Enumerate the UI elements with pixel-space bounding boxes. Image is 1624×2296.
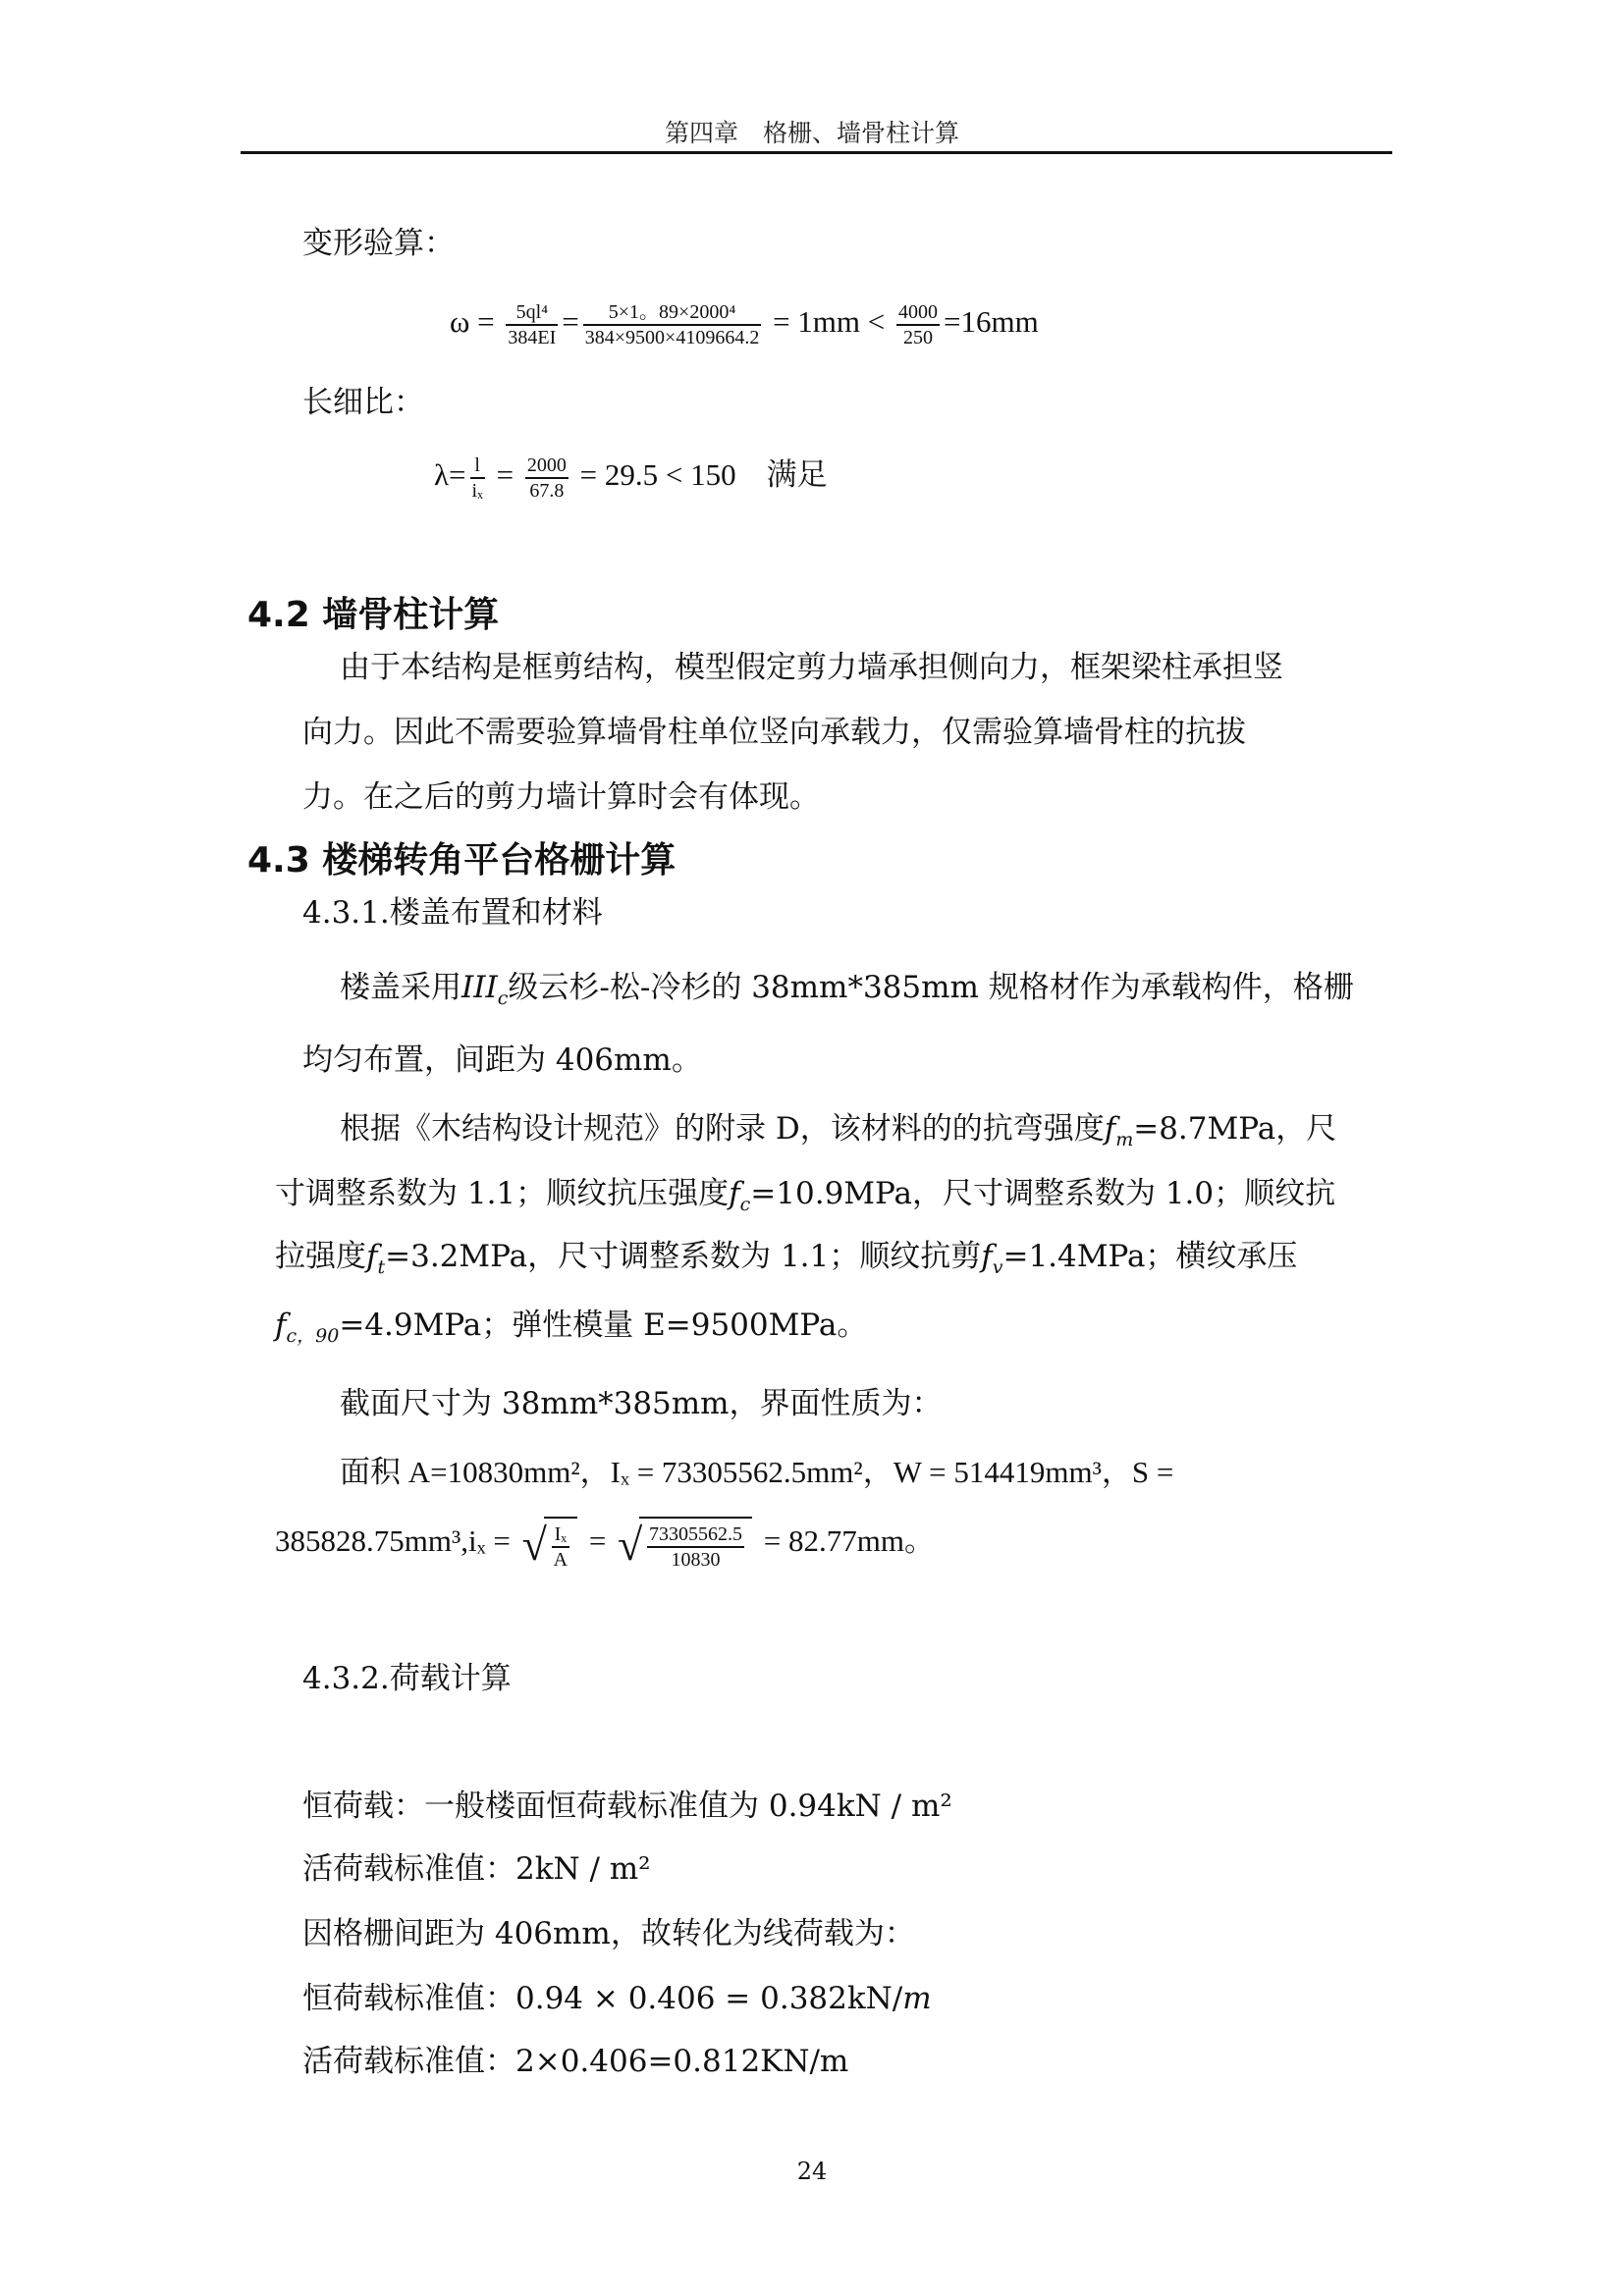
symbol-sub: c，90: [286, 1325, 340, 1348]
frac-den: iₓ: [471, 479, 483, 502]
frac-substituted: [583, 300, 762, 349]
symbol-sub: c: [739, 1194, 751, 1216]
text: =4.9MPa；弹性模量 E=9500MPa。: [339, 1308, 868, 1343]
symbol-sub: v: [992, 1256, 1003, 1279]
text: 寸调整系数为 1.1；顺纹抗压强度: [275, 1176, 730, 1211]
unit-m: m: [902, 1981, 932, 2016]
sqrt-ix-over-a: [522, 1517, 577, 1572]
dead-load: 恒荷载：一般楼面恒荷载标准值为 0.94kN / m²: [302, 1789, 952, 1824]
heading-4-2: 4.2 墙骨柱计算: [247, 595, 500, 635]
text: 拉强度: [275, 1239, 366, 1274]
text: 根据《木结构设计规范》的附录 D，该材料的的抗弯强度: [340, 1111, 1105, 1147]
lambda-lhs: λ=: [434, 457, 466, 492]
lambda-equation: [434, 450, 828, 503]
live-load: 活荷载标准值：2kN / m²: [302, 1851, 651, 1887]
equals: =: [588, 1523, 607, 1558]
frac-den: 250: [903, 327, 934, 348]
symbol-f: f: [729, 1176, 740, 1211]
frac-limit: [896, 300, 940, 349]
live-line-load: 活荷载标准值：2×0.406=0.812KN/m: [302, 2044, 849, 2079]
text: = 82.77mm。: [763, 1523, 936, 1558]
sqrt-body: [639, 1517, 752, 1572]
lambda-rhs: = 29.5 < 150 满足: [579, 457, 828, 492]
omega-equation: ω = $\frac{\text{5ql⁴}}{384EI}$ = $\frac{\text{5×1。89×2000⁴}}{384\times 9500\times 4109664.2}$ = 1mm < $\frac{4000}{250}$ =16mm: [450, 301, 1039, 348]
sqrt-numeric: [618, 1517, 752, 1572]
paragraph-material-line-2: [275, 1172, 1335, 1226]
paragraph-4-2-line-1: 由于本结构是框剪结构，模型假定剪力墙承担侧向力，框架梁柱承担竖: [340, 650, 1283, 685]
subheading-4-3-1: 4.3.1.楼盖布置和材料: [302, 895, 603, 931]
deform-label: 变形验算：: [302, 226, 455, 261]
frac-2000-over-67: [525, 454, 568, 503]
symbol-f: f: [366, 1239, 378, 1274]
omega-rhs: =16mm: [944, 304, 1039, 340]
grade-symbol: III: [461, 970, 498, 1005]
section-props-line-2: [275, 1516, 935, 1572]
text: 385828.75mm³,iₓ =: [275, 1523, 511, 1558]
frac-5ql4: [506, 300, 558, 349]
text: =1.4MPa；横纹承压: [1002, 1239, 1298, 1274]
paragraph-floor-line-1: [340, 966, 1354, 1020]
frac-num: 2000: [525, 454, 568, 479]
symbol-sub: m: [1115, 1129, 1134, 1151]
slenderness-label: 长细比：: [302, 385, 424, 420]
grade-subscript: c: [497, 988, 509, 1010]
frac-num: 4000: [896, 300, 940, 326]
frac-l-over-ix: [470, 454, 485, 503]
paragraph-section-props-intro: 截面尺寸为 38mm*385mm，界面性质为：: [340, 1386, 943, 1421]
frac: [647, 1522, 744, 1572]
frac-den: 384×9500×4109664.2: [584, 327, 760, 348]
text: =8.7MPa，尺: [1133, 1111, 1337, 1147]
frac-den: 67.8: [529, 479, 565, 502]
frac: [552, 1522, 569, 1572]
text: 楼盖采用: [340, 970, 461, 1005]
running-header: 第四章 格栅、墙骨柱计算: [664, 119, 959, 147]
symbol-sub: t: [377, 1256, 386, 1279]
paragraph-4-2-line-3: 力。在之后的剪力墙计算时会有体现。: [302, 779, 820, 815]
heading-4-3: 4.3 楼梯转角平台格栅计算: [247, 840, 677, 881]
section-props-line-1: 面积 A=10830mm²，Iₓ = 73305562.5mm²，W = 514419mm³，S =: [340, 1455, 1174, 1489]
text: =10.9MPa，尺寸调整系数为 1.0；顺纹抗: [750, 1176, 1336, 1211]
frac-den: 384EI: [508, 327, 557, 348]
paragraph-material-line-4: [275, 1304, 867, 1358]
frac-den: A: [553, 1548, 568, 1571]
paragraph-material-line-3: [275, 1235, 1297, 1289]
text: 恒荷载标准值：0.94 × 0.406 = 0.382kN/: [302, 1981, 903, 2016]
frac-den: 10830: [671, 1548, 721, 1571]
subheading-4-3-2: 4.3.2.荷载计算: [302, 1661, 512, 1696]
radical-sign: √: [521, 1519, 547, 1570]
page-number: 24: [796, 2158, 828, 2185]
paragraph-4-2-line-2: 向力。因此不需要验算墙骨柱单位竖向承载力，仅需验算墙骨柱的抗拔: [302, 715, 1246, 750]
frac-num: 5ql⁴: [506, 300, 558, 326]
omega-mid: = 1mm <: [773, 304, 886, 340]
paragraph-material-line-1: [340, 1107, 1336, 1161]
header-rule: [241, 151, 1392, 154]
radical-sign: √: [618, 1519, 643, 1570]
frac-num: 5×1。89×2000⁴: [583, 300, 762, 326]
text: 级云杉-松-冷杉的 38mm*385mm 规格材作为承载构件，格栅: [508, 970, 1354, 1005]
dead-line-load: [302, 1977, 932, 2020]
frac-num: Iₓ: [552, 1522, 569, 1548]
sqrt-body: [544, 1517, 577, 1572]
paragraph-floor-line-2: 均匀布置，间距为 406mm。: [302, 1042, 702, 1078]
frac-num: l: [470, 454, 485, 479]
equals: =: [496, 457, 514, 492]
frac-num: 73305562.5: [647, 1522, 744, 1548]
symbol-f: f: [981, 1239, 993, 1274]
symbol-f: f: [275, 1308, 287, 1343]
text: =3.2MPa，尺寸调整系数为 1.1；顺纹抗剪: [385, 1239, 982, 1274]
symbol-f: f: [1104, 1111, 1116, 1147]
omega-lhs: ω =: [450, 304, 495, 340]
line-load-intro: 因格栅间距为 406mm，故转化为线荷载为：: [302, 1916, 915, 1951]
